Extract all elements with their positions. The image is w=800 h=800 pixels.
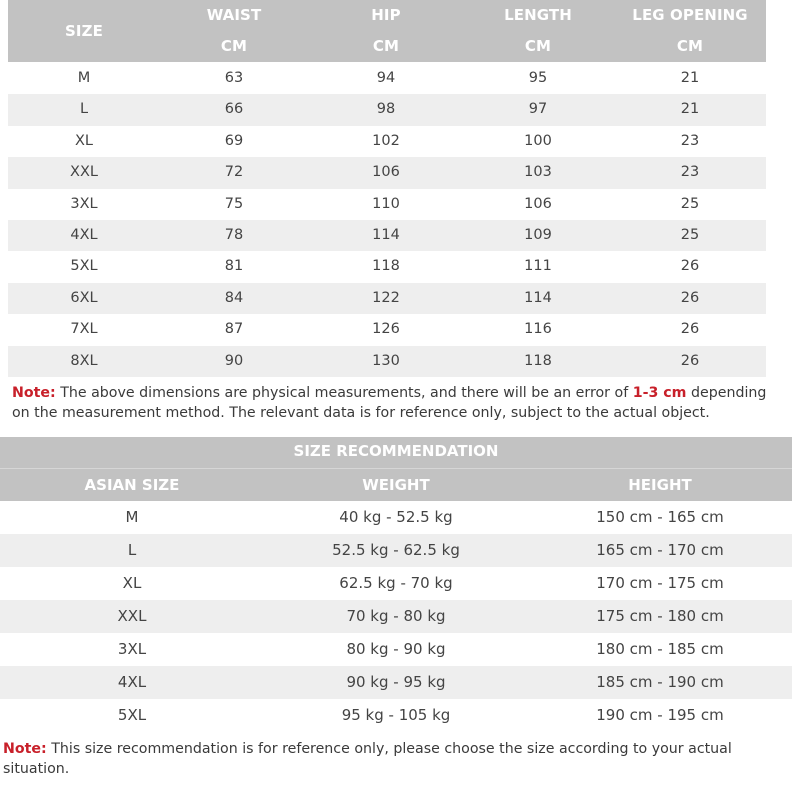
table-cell: 114	[372, 227, 400, 243]
table-cell: 150 cm - 165 cm	[596, 508, 724, 526]
table-cell: 72	[224, 164, 244, 181]
table-cell: 81	[224, 258, 244, 275]
table-cell: 130	[372, 352, 400, 369]
table-cell: 106	[524, 195, 552, 212]
table-cell: 122	[372, 289, 400, 306]
table-cell: 8XL	[70, 352, 98, 369]
recommendation-note	[3, 740, 783, 779]
table-cell: 69	[224, 132, 244, 149]
table-cell: 175 cm - 180 cm	[596, 607, 724, 625]
table-cell: 126	[372, 321, 400, 338]
table-cell: 66	[224, 101, 244, 118]
table-row	[8, 63, 766, 94]
table-cell: 100	[524, 132, 552, 149]
recommendation-title: SIZE RECOMMENDATION	[293, 442, 499, 460]
table-row	[8, 189, 766, 220]
table-cell: 103	[524, 164, 552, 181]
table-row	[0, 567, 792, 600]
header-leg-opening-unit: CM	[676, 37, 704, 55]
table-cell: 4XL	[117, 673, 147, 691]
table-row	[0, 600, 792, 633]
table-cell: 111	[524, 258, 552, 275]
table-cell: 98	[376, 101, 396, 118]
table-cell: 180 cm - 185 cm	[596, 640, 724, 658]
table-cell: 5XL	[70, 258, 98, 275]
table-cell: 7XL	[70, 321, 98, 338]
header-asian-size: ASIAN SIZE	[84, 476, 180, 494]
table-cell: 21	[680, 70, 700, 86]
header-leg-opening: LEG OPENING	[632, 6, 748, 24]
table-cell: 185 cm - 190 cm	[596, 673, 724, 691]
measurement-note	[12, 384, 782, 423]
table-cell: M	[125, 508, 139, 526]
header-size: SIZE	[65, 22, 103, 40]
note-error-range: 1-3 cm	[632, 385, 687, 401]
table-cell: 23	[680, 164, 700, 181]
table-cell: M	[77, 70, 91, 86]
table-cell: 95 kg - 105 kg	[341, 706, 451, 724]
table-row	[0, 666, 792, 699]
table-cell: 26	[680, 352, 700, 369]
table-row	[8, 314, 766, 345]
table-cell: 25	[680, 227, 700, 243]
table-cell: 26	[680, 321, 700, 338]
table-cell: 26	[680, 258, 700, 275]
table-cell: 170 cm - 175 cm	[596, 574, 724, 592]
table-cell: 118	[524, 352, 552, 369]
table-cell: 118	[372, 258, 400, 275]
table-cell: 78	[224, 227, 244, 243]
header-divider	[0, 468, 792, 469]
table-row	[8, 346, 766, 377]
header-hip-unit: CM	[372, 37, 400, 55]
table-cell: 5XL	[117, 706, 147, 724]
note-text: The above dimensions are physical measurements, and there will be an error of	[55, 385, 633, 401]
header-weight: WEIGHT	[362, 476, 430, 494]
table-row	[8, 220, 766, 251]
table-cell: L	[127, 541, 137, 559]
table-cell: XL	[74, 132, 93, 149]
table-row	[8, 157, 766, 188]
table-cell: 90	[224, 352, 244, 369]
header-hip: HIP	[371, 6, 401, 24]
table-cell: 80 kg - 90 kg	[346, 640, 446, 658]
table-cell: XXL	[117, 607, 147, 625]
note-text: This size recommendation is for reference only, please choose the size according to your actual situation.	[3, 741, 732, 777]
table-row	[0, 699, 792, 732]
table-cell: 106	[372, 164, 400, 181]
table-cell: 102	[372, 132, 400, 149]
table-cell: 94	[376, 70, 396, 86]
header-height: HEIGHT	[628, 476, 692, 494]
header-length-unit: CM	[524, 37, 552, 55]
table-cell: 116	[524, 321, 552, 338]
table-cell: 109	[524, 227, 552, 243]
table-cell: 25	[680, 195, 700, 212]
table-cell: 190 cm - 195 cm	[596, 706, 724, 724]
header-length: LENGTH	[504, 6, 572, 24]
table-cell: 40 kg - 52.5 kg	[339, 508, 453, 526]
table-row	[8, 126, 766, 157]
table-cell: 114	[524, 289, 552, 306]
table-row	[0, 633, 792, 666]
table-row	[8, 283, 766, 314]
table-cell: 26	[680, 289, 700, 306]
table-cell: 165 cm - 170 cm	[596, 541, 724, 559]
table-cell: 23	[680, 132, 700, 149]
table-cell: 84	[224, 289, 244, 306]
table-cell: 52.5 kg - 62.5 kg	[332, 541, 460, 559]
table-cell: L	[79, 101, 89, 118]
table-cell: 6XL	[70, 289, 98, 306]
table-cell: 70 kg - 80 kg	[346, 607, 446, 625]
table-cell: 87	[224, 321, 244, 338]
recommendation-table-header	[0, 437, 792, 501]
table-row	[0, 534, 792, 567]
table-cell: 63	[224, 70, 244, 86]
table-cell: 4XL	[70, 227, 98, 243]
header-waist: WAIST	[206, 6, 262, 24]
table-cell: 62.5 kg - 70 kg	[339, 574, 453, 592]
table-cell: 3XL	[117, 640, 147, 658]
measurement-table-header	[8, 0, 766, 62]
table-row	[8, 251, 766, 282]
note-text-end: depending on the measurement method. The relevant data is for reference only, subject to the actual object.	[12, 385, 767, 421]
table-row	[0, 501, 792, 534]
table-cell: 90 kg - 95 kg	[346, 673, 446, 691]
note-label: Note:	[12, 385, 56, 401]
table-cell: 3XL	[70, 195, 98, 212]
table-cell: 97	[528, 101, 548, 118]
table-cell: 75	[224, 195, 244, 212]
note-label: Note:	[3, 741, 47, 757]
table-cell: 21	[680, 101, 700, 118]
table-cell: 110	[372, 195, 400, 212]
table-cell: XXL	[70, 164, 98, 181]
table-cell: XL	[122, 574, 142, 592]
table-row	[8, 94, 766, 125]
header-waist-unit: CM	[220, 37, 248, 55]
table-cell: 95	[528, 70, 548, 86]
